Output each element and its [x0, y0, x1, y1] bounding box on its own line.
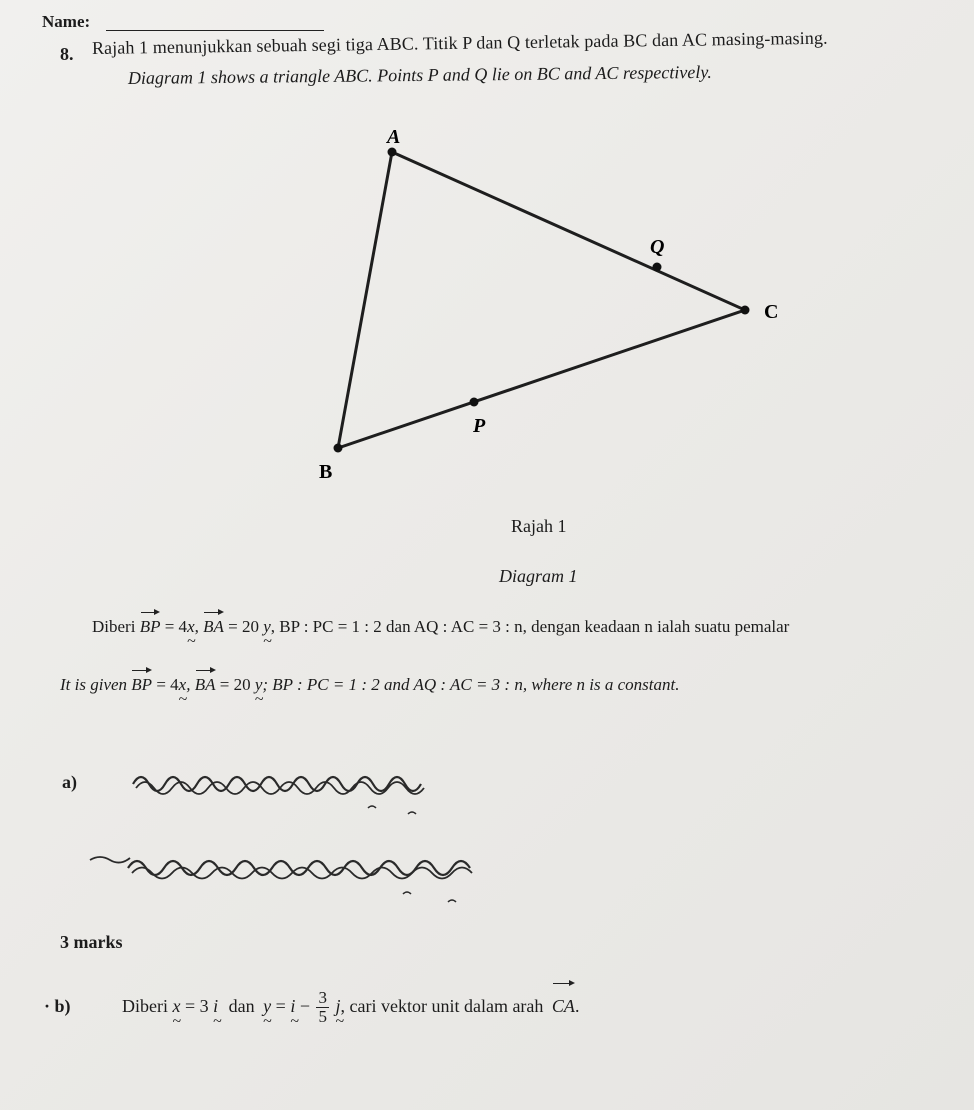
given-ms-eq1: = 4	[164, 617, 188, 636]
part-b-lead: Diberi	[122, 996, 168, 1016]
point-a	[388, 148, 397, 157]
part-b-eq1: = 3	[184, 996, 209, 1016]
part-b-eq2: =	[275, 996, 286, 1016]
part-b-end: .	[574, 996, 580, 1016]
label-b: B	[319, 461, 333, 483]
vector-x-en: x ~	[179, 675, 187, 695]
part-b-label: · b)	[44, 996, 71, 1016]
fraction-numerator: 3	[318, 988, 327, 1008]
vector-y-ms: y ~	[263, 617, 271, 637]
caption-ms: Rajah 1	[511, 516, 567, 536]
vector-y-en: y ~	[255, 675, 263, 695]
question-intro-ms: Rajah 1 menunjukkan sebuah segi tiga ABC. Titik P dan Q terletak pada BC dan AC masing-masing.	[91, 27, 828, 58]
question-intro-en: Diagram 1 shows a triangle ABC. Points P and Q lie on BC and AC respectively.	[127, 61, 712, 88]
vector-j-b: j ~	[335, 988, 340, 1024]
question-number: 8.	[60, 44, 74, 64]
given-ms-lead: Diberi	[92, 617, 136, 636]
given-en-eq2: = 20	[219, 675, 251, 694]
scribbled-out-text-ms	[128, 764, 438, 824]
name-label: Name:	[42, 12, 91, 31]
part-a-label: a)	[62, 772, 77, 792]
given-ms-comma: ,	[194, 617, 199, 636]
vector-i-b2: i ~	[290, 988, 295, 1024]
vector-y-b: y ~	[263, 988, 271, 1024]
label-q: Q	[650, 236, 665, 258]
part-b-tail: , cari vektor unit dalam arah	[340, 996, 544, 1016]
label-a: A	[387, 126, 401, 148]
given-en-comma: ,	[186, 675, 191, 694]
given-ms-ratio: , BP : PC = 1 : 2 dan AQ : AC = 3 : n, dengan keadaan n ialah suatu pemalar	[270, 617, 790, 636]
triangle-diagram	[0, 0, 974, 500]
part-b-minus: −	[299, 996, 310, 1016]
vector-ba-en: BA	[194, 675, 216, 694]
given-en	[60, 675, 679, 695]
caption-en: Diagram 1	[499, 566, 578, 586]
part-b-text	[122, 988, 579, 1026]
vector-x-b: x ~	[172, 988, 180, 1024]
vector-bp-en: BP	[131, 675, 153, 694]
label-p: P	[473, 415, 486, 437]
given-ms-eq2: = 20	[228, 617, 259, 636]
point-c	[741, 306, 750, 315]
vector-ca: CA	[552, 988, 575, 1024]
given-en-eq1: = 4	[156, 675, 179, 694]
fraction-denominator: 5	[318, 1007, 327, 1027]
vector-bp-ms: BP	[139, 617, 161, 636]
given-ms	[92, 617, 789, 637]
triangle-abc	[338, 152, 745, 448]
point-b	[334, 444, 343, 453]
point-p	[470, 398, 479, 407]
given-en-ratio: ; BP : PC = 1 : 2 and AQ : AC = 3 : n, where n is a constant.	[262, 675, 680, 694]
vector-x-ms: x ~	[187, 617, 195, 637]
point-q	[653, 263, 662, 272]
vector-i-b1: i ~	[213, 988, 218, 1024]
part-b-dan: dan	[228, 996, 255, 1016]
vector-ba-ms: BA	[203, 617, 224, 636]
label-c: C	[764, 301, 779, 323]
scribbled-out-text-en	[88, 850, 488, 912]
part-a-marks: 3 marks	[60, 932, 123, 952]
fraction-three-fifths	[316, 989, 329, 1026]
given-en-lead: It is given	[60, 675, 128, 694]
